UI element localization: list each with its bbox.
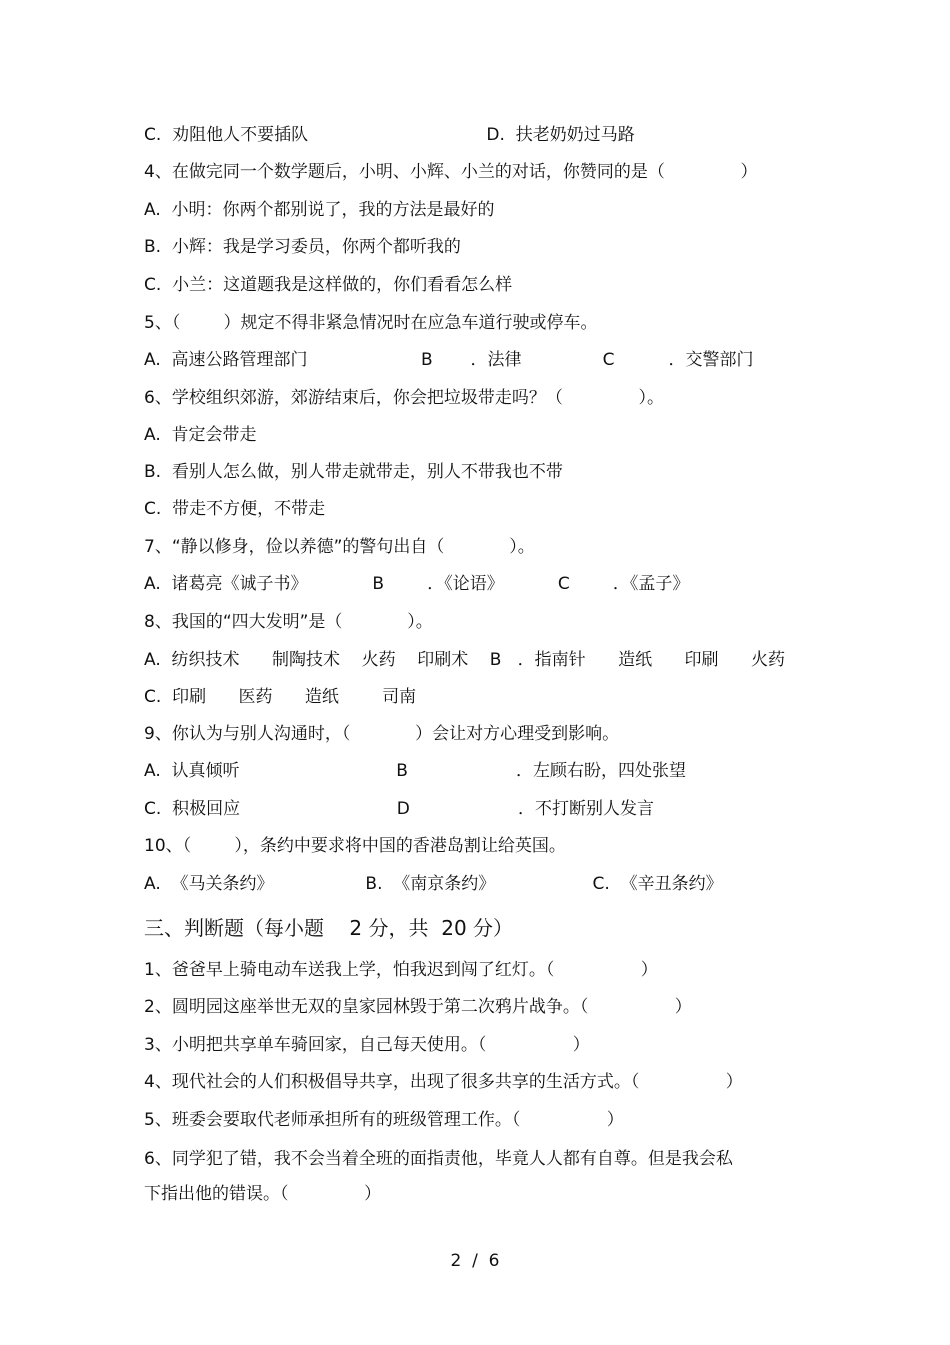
question-4-option-b: B. 小辉：我是学习委员，你两个都听我的 [144, 237, 461, 257]
judge-item-1: 1、爸爸早上骑电动车送我上学，怕我迟到闯了红灯。（ ） [144, 960, 658, 980]
question-4-stem: 4、在做完同一个数学题后，小明、小辉、小兰的对话，你赞同的是（ ） [144, 162, 758, 182]
section-heading: 三、判断题（每小题 2 分，共 20 分） [144, 916, 514, 940]
question-9-stem: 9、你认为与别人沟通时，（ ）会让对方心理受到影响。 [144, 724, 620, 744]
question-5-stem: 5、（ ）规定不得非紧急情况时在应急车道行驶或停车。 [144, 313, 598, 333]
question-9-options-ab: A. 认真倾听 B ．左顾右盼，四处张望 [144, 761, 686, 781]
judge-item-5: 5、班委会要取代老师承担所有的班级管理工作。（ ） [144, 1110, 624, 1130]
question-7-stem: 7、“静以修身，俭以养德”的警句出自（ ）。 [144, 537, 535, 557]
question-3-options-cd: C. 劝阻他人不要插队 D. 扶老奶奶过马路 [144, 125, 635, 145]
page-number: 2 / 6 [450, 1251, 500, 1271]
question-8-options-ab: A. 纺织技术 制陶技术 火药 印刷术 B ．指南针 造纸 印刷 火药 [144, 650, 785, 670]
question-10-options: A. 《马关条约》 B. 《南京条约》 C. 《辛丑条约》 [144, 874, 723, 894]
judge-item-4: 4、现代社会的人们积极倡导共享，出现了很多共享的生活方式。（ ） [144, 1072, 743, 1092]
judge-item-6-line-1: 6、同学犯了错，我不会当着全班的面指责他，毕竟人人都有自尊。但是我会私 [144, 1149, 733, 1169]
question-7-options: A. 诸葛亮《诚子书》 B ．《论语》 C ．《孟子》 [144, 574, 690, 594]
question-8-stem: 8、我国的“四大发明”是（ ）。 [144, 612, 433, 632]
question-4-option-a: A. 小明：你两个都别说了，我的方法是最好的 [144, 200, 495, 220]
question-6-option-c: C. 带走不方便，不带走 [144, 499, 326, 519]
judge-item-2: 2、圆明园这座举世无双的皇家园林毁于第二次鸦片战争。（ ） [144, 997, 692, 1017]
judge-item-3: 3、小明把共享单车骑回家，自己每天使用。（ ） [144, 1035, 590, 1055]
question-4-option-c: C. 小兰：这道题我是这样做的，你们看看怎么样 [144, 275, 513, 295]
question-8-option-c: C. 印刷 医药 造纸 司南 [144, 687, 417, 707]
question-10-stem: 10、（ ），条约中要求将中国的香港岛割让给英国。 [144, 836, 566, 856]
judge-item-6-line-2: 下指出他的错误。（ ） [144, 1184, 382, 1204]
question-6-stem: 6、学校组织郊游，郊游结束后，你会把垃圾带走吗？（ ）。 [144, 388, 664, 408]
question-6-option-b: B. 看别人怎么做，别人带走就带走，别人不带我也不带 [144, 462, 563, 482]
question-5-options: A. 高速公路管理部门 B ．法律 C ．交警部门 [144, 350, 754, 370]
question-9-options-cd: C. 积极回应 D ．不打断别人发言 [144, 799, 654, 819]
question-6-option-a: A. 肯定会带走 [144, 425, 257, 445]
